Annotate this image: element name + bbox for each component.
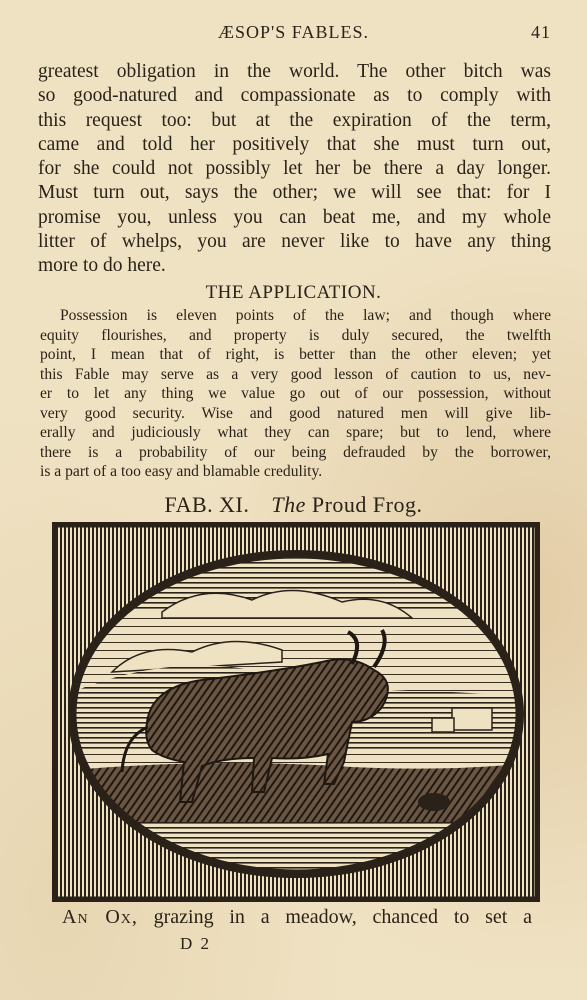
application-line: erally and judiciously what they can spare; but to lend, where (40, 424, 551, 441)
caption-text: grazing in a meadow, chanced to set (153, 906, 508, 928)
text-line: came and told her positively that she must turn out, (38, 133, 551, 155)
caption-small-caps: An Ox, (62, 906, 138, 928)
caption-line (62, 906, 532, 929)
text-line: for she could not possibly let her be there a day longer. (38, 158, 551, 180)
fable-title-article: The (271, 492, 306, 517)
text-line: this request too: but at the expiration of the term, (38, 109, 551, 131)
application-line: very good security. Wise and good natured men will give lib- (40, 404, 551, 422)
application-line: point, I mean that of right, is better than the other eleven; yet (40, 346, 551, 363)
running-title: ÆSOP'S FABLES. (218, 22, 369, 42)
signature-mark: D 2 (180, 934, 212, 953)
fable-heading (0, 492, 587, 518)
text-line: more to do here. (38, 255, 166, 277)
woodcut-illustration (52, 522, 540, 902)
fable-number: FAB. XI. (164, 492, 250, 517)
application-line: equity flourishes, and property is duly secured, the twelfth (40, 326, 551, 344)
application-text (40, 306, 551, 482)
application-line: Possession is eleven points of the law; and though where (60, 307, 551, 324)
application-line: er to let any thing we value go out of our possession, without (40, 385, 551, 402)
page-number: 41 (531, 22, 551, 42)
application-line: is a part of a too easy and blamable credulity. (40, 463, 323, 480)
text-line: litter of whelps, you are never like to have any thing (38, 231, 551, 253)
application-line: there is a probability of our being defrauded by the borrower, (40, 443, 551, 461)
text-line: Must turn out, says the other; we will see that: for I (38, 182, 551, 204)
application-line: this Fable may serve as a very good lesson of caution to us, nev- (40, 365, 551, 383)
caption-trailing: a (523, 906, 533, 928)
fable-title: Proud Frog. (311, 492, 423, 517)
text-line: greatest obligation in the world. The other bitch was (38, 61, 551, 82)
text-line: so good-natured and compassionate as to comply with (38, 85, 551, 107)
application-heading: THE APPLICATION. (205, 282, 382, 303)
text-line: promise you, unless you can beat me, and my whole (38, 206, 551, 228)
fable-body-text (38, 60, 551, 279)
